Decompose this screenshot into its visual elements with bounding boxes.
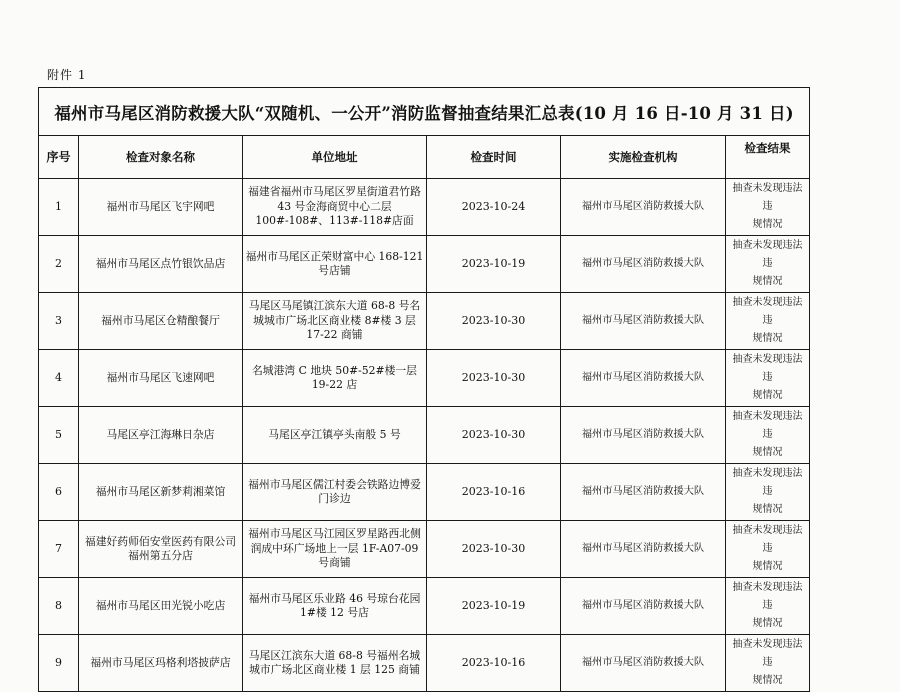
- row-seq: 6: [39, 464, 79, 521]
- row-result: [726, 179, 810, 236]
- row-seq: 3: [39, 293, 79, 350]
- row-name: 福州市马尾区飞宇网吧: [79, 179, 243, 236]
- table-row: [39, 578, 810, 635]
- row-address: 马尾区马尾镇江滨东大道 68-8 号名城城市广场北区商业楼 8#楼 3 层 17-22 商铺: [243, 293, 427, 350]
- row-date: 2023-10-19: [427, 236, 561, 293]
- header-name: 检查对象名称: [79, 136, 243, 179]
- row-address: 福建省福州市马尾区罗星街道君竹路 43 号金海商贸中心二层 100#-108#、113#-118#店面: [243, 179, 427, 236]
- row-name: 福州市马尾区点竹银饮品店: [79, 236, 243, 293]
- row-date: 2023-10-30: [427, 350, 561, 407]
- row-address: 名城港湾 C 地块 50#-52#楼一层 19-22 店: [243, 350, 427, 407]
- table-title: 福州市马尾区消防救援大队“双随机、一公开”消防监督抽查结果汇总表(10 月 16 日-10 月 31 日): [39, 88, 810, 136]
- row-address: 福州市马尾区儒江村委会铁路边博爱门诊边: [243, 464, 427, 521]
- table-row: [39, 179, 810, 236]
- row-seq: 5: [39, 407, 79, 464]
- row-name: 马尾区亭江海琳日杂店: [79, 407, 243, 464]
- table-row: [39, 407, 810, 464]
- table-row: [39, 635, 810, 692]
- table-row: [39, 236, 810, 293]
- row-result-line2: 规情况: [752, 219, 783, 230]
- row-org: 福州市马尾区消防救援大队: [561, 521, 726, 578]
- results-table: [38, 87, 810, 692]
- table-row: [39, 350, 810, 407]
- row-seq: 9: [39, 635, 79, 692]
- attachment-label: 附件 1: [47, 68, 87, 82]
- header-org: 实施检查机构: [561, 136, 726, 179]
- row-address: 福州市马尾区乐业路 46 号琼台花园 1#楼 12 号店: [243, 578, 427, 635]
- row-org: 福州市马尾区消防救援大队: [561, 635, 726, 692]
- row-result-line1: 抽查未发现违法违: [732, 354, 803, 383]
- row-result-line2: 规情况: [752, 504, 783, 515]
- row-result-line2: 规情况: [752, 675, 783, 686]
- row-date: 2023-10-30: [427, 293, 561, 350]
- row-name: 福州市马尾区飞速网吧: [79, 350, 243, 407]
- row-org: 福州市马尾区消防救援大队: [561, 179, 726, 236]
- row-date: 2023-10-30: [427, 521, 561, 578]
- row-result-line2: 规情况: [752, 618, 783, 629]
- row-name: 福建好药师佰安堂医药有限公司福州第五分店: [79, 521, 243, 578]
- row-seq: 8: [39, 578, 79, 635]
- row-result-line1: 抽查未发现违法违: [732, 183, 803, 212]
- row-result-line2: 规情况: [752, 561, 783, 572]
- row-address: 福州市马尾区马江园区罗星路西北侧润成中环广场地上一层 1F-A07-09 号商铺: [243, 521, 427, 578]
- header-row: [39, 136, 810, 179]
- row-org: 福州市马尾区消防救援大队: [561, 293, 726, 350]
- results-table-container: [38, 87, 809, 692]
- row-result-line1: 抽查未发现违法违: [732, 468, 803, 497]
- row-name: 福州市马尾区新梦莉湘菜馆: [79, 464, 243, 521]
- row-date: 2023-10-30: [427, 407, 561, 464]
- row-result: [726, 350, 810, 407]
- row-name: 福州市马尾区玛格利塔披萨店: [79, 635, 243, 692]
- header-seq: 序号: [39, 136, 79, 179]
- row-org: 福州市马尾区消防救援大队: [561, 407, 726, 464]
- row-address: 马尾区亭江镇亭头南般 5 号: [243, 407, 427, 464]
- row-name: 福州市马尾区田光锐小吃店: [79, 578, 243, 635]
- row-result: [726, 635, 810, 692]
- row-result-line2: 规情况: [752, 276, 783, 287]
- row-date: 2023-10-24: [427, 179, 561, 236]
- table-row: [39, 521, 810, 578]
- row-org: 福州市马尾区消防救援大队: [561, 578, 726, 635]
- table-row: [39, 464, 810, 521]
- row-org: 福州市马尾区消防救援大队: [561, 464, 726, 521]
- row-seq: 1: [39, 179, 79, 236]
- row-result-line1: 抽查未发现违法违: [732, 525, 803, 554]
- row-address: 福州市马尾区正荣财富中心 168-121 号店铺: [243, 236, 427, 293]
- row-seq: 7: [39, 521, 79, 578]
- row-seq: 4: [39, 350, 79, 407]
- row-result: [726, 407, 810, 464]
- header-address: 单位地址: [243, 136, 427, 179]
- row-result-line2: 规情况: [752, 447, 783, 458]
- row-address: 马尾区江滨东大道 68-8 号福州名城城市广场北区商业楼 1 层 125 商铺: [243, 635, 427, 692]
- row-result-line2: 规情况: [752, 390, 783, 401]
- row-result-line1: 抽查未发现违法违: [732, 240, 803, 269]
- row-name: 福州市马尾区仓精酿餐厅: [79, 293, 243, 350]
- row-result-line1: 抽查未发现违法违: [732, 639, 803, 668]
- row-result-line1: 抽查未发现违法违: [732, 411, 803, 440]
- header-result: 检查结果: [726, 136, 810, 179]
- row-date: 2023-10-19: [427, 578, 561, 635]
- table-row: [39, 293, 810, 350]
- row-seq: 2: [39, 236, 79, 293]
- row-result-line1: 抽查未发现违法违: [732, 582, 803, 611]
- row-org: 福州市马尾区消防救援大队: [561, 236, 726, 293]
- row-org: 福州市马尾区消防救援大队: [561, 350, 726, 407]
- row-result-line1: 抽查未发现违法违: [732, 297, 803, 326]
- row-result-line2: 规情况: [752, 333, 783, 344]
- row-result: [726, 464, 810, 521]
- row-date: 2023-10-16: [427, 635, 561, 692]
- row-result: [726, 521, 810, 578]
- row-date: 2023-10-16: [427, 464, 561, 521]
- row-result: [726, 236, 810, 293]
- row-result: [726, 578, 810, 635]
- row-result: [726, 293, 810, 350]
- header-date: 检查时间: [427, 136, 561, 179]
